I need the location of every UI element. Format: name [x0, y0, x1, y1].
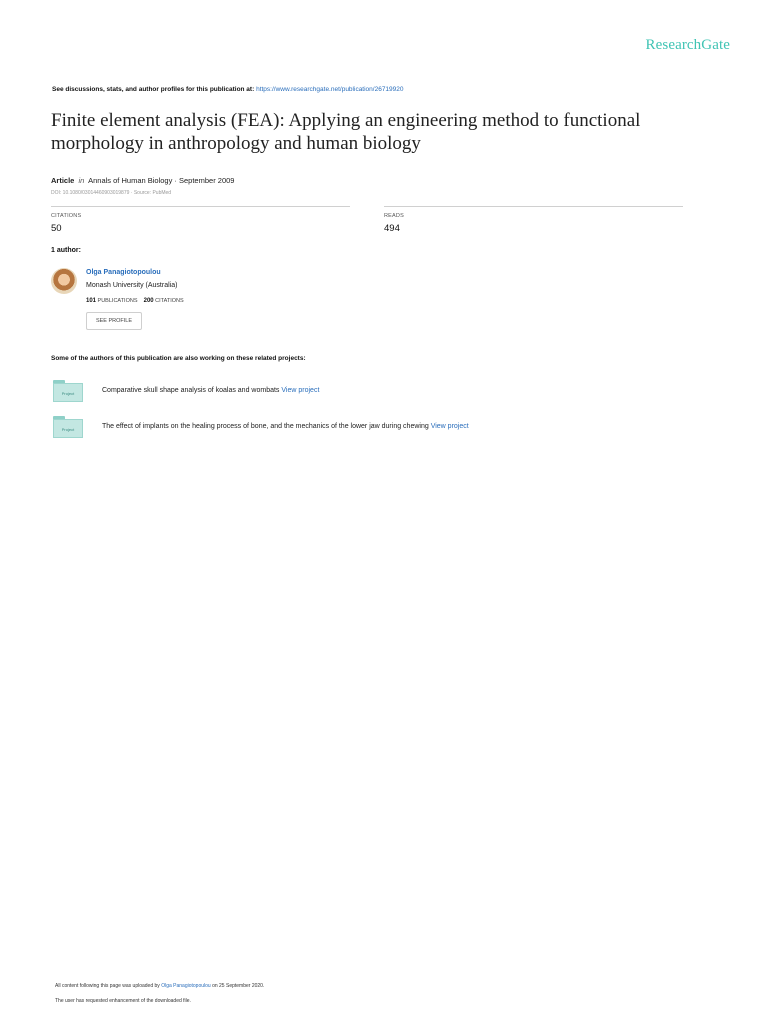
project-item	[102, 423, 469, 430]
see-discussions-text: See discussions, stats, and author profiles for this publication at:	[52, 86, 255, 93]
author-affiliation: Monash University (Australia)	[86, 282, 178, 289]
project-item	[102, 387, 319, 394]
doi-line: DOI: 10.1080/03014460903019879 · Source: PubMed	[51, 190, 172, 196]
citations-value: 50	[51, 223, 62, 234]
publications-label: PUBLICATIONS	[97, 298, 138, 304]
author-citations-count: 200	[143, 298, 154, 304]
uploader-link[interactable]: Olga Panagiotopoulou	[161, 983, 211, 989]
author-name-link[interactable]: Olga Panagiotopoulou	[86, 269, 161, 276]
in-word: in	[78, 176, 85, 185]
view-project-link[interactable]: View project	[430, 423, 469, 430]
journal-info: Annals of Human Biology · September 2009	[88, 176, 235, 185]
see-discussions-line	[52, 86, 404, 93]
researchgate-logo[interactable]: ResearchGate	[645, 37, 730, 53]
upload-prefix: All content following this page was uploaded by	[55, 983, 160, 989]
publication-title: Finite element analysis (FEA): Applying an engineering method to functional morphology in anthropology and human biology	[51, 110, 641, 154]
publication-url-link[interactable]: https://www.researchgate.net/publication/26719920	[256, 86, 404, 93]
project-folder-icon	[53, 416, 83, 438]
related-projects-label: Some of the authors of this publication are also working on these related projects:	[51, 355, 306, 362]
upload-notice	[55, 983, 264, 989]
publication-meta	[51, 176, 234, 185]
divider-right	[384, 206, 683, 207]
authors-count-label: 1 author:	[51, 247, 81, 254]
author-citations-label: CITATIONS	[155, 298, 184, 304]
reads-value: 494	[384, 223, 400, 234]
publications-count: 101	[86, 298, 97, 304]
citations-label: CITATIONS	[51, 213, 82, 219]
project-icon-label: Project	[53, 383, 83, 402]
see-profile-button[interactable]: SEE PROFILE	[86, 312, 142, 330]
article-type: Article	[51, 176, 75, 185]
project-folder-icon	[53, 380, 83, 402]
author-avatar[interactable]	[51, 268, 77, 294]
divider-left	[51, 206, 350, 207]
upload-suffix: on 25 September 2020.	[212, 983, 265, 989]
project-icon-label: Project	[53, 419, 83, 438]
enhancement-notice: The user has requested enhancement of the downloaded file.	[55, 998, 191, 1004]
view-project-link[interactable]: View project	[281, 387, 320, 394]
reads-label: READS	[384, 213, 404, 219]
author-stats	[86, 298, 184, 304]
project-title: Comparative skull shape analysis of koalas and wombats	[102, 387, 280, 394]
project-title: The effect of implants on the healing process of bone, and the mechanics of the lower jaw during chewing	[102, 423, 429, 430]
